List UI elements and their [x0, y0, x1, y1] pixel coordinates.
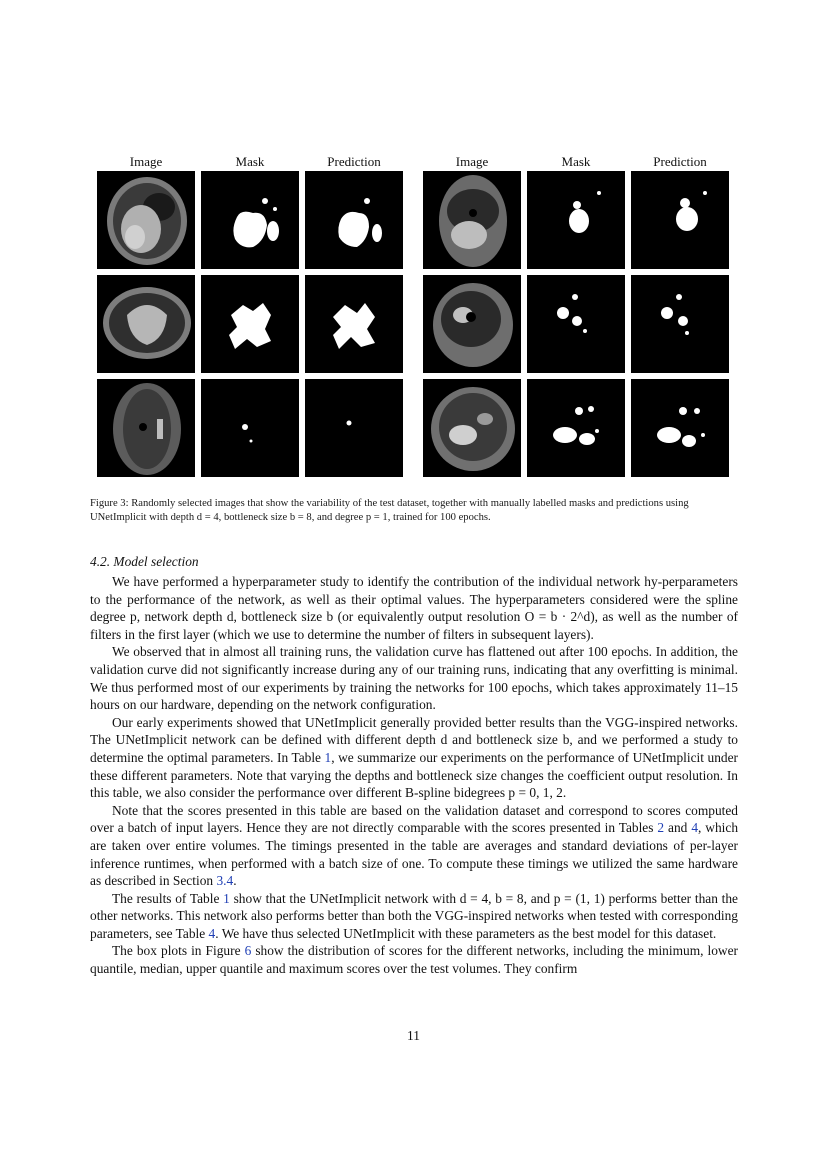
cross-reference-link[interactable]: 3.4 — [216, 873, 234, 889]
ct-image-r3-right — [423, 379, 521, 477]
mask-r1-right — [527, 171, 625, 269]
mask-r3-left — [201, 379, 299, 477]
col-header-mask-right: Mask — [561, 154, 591, 169]
mask-r1-left — [201, 171, 299, 269]
col-header-prediction-right: Prediction — [653, 154, 707, 169]
cross-reference-link[interactable]: 4 — [208, 925, 216, 941]
mask-r3-right — [527, 379, 625, 477]
section-title: 4.2. Model selection — [90, 554, 199, 569]
paragraph-text: and — [664, 820, 692, 836]
paragraph — [90, 643, 738, 713]
paragraph-text: . We have thus selected UNetImplicit with these parameters as the best model for this dataset. — [215, 925, 717, 941]
paragraph — [90, 802, 738, 890]
prediction-r3-right — [631, 379, 729, 477]
ct-image-r2-right — [423, 275, 521, 373]
paragraph-text: , we summarize our experiments on the performance of UNetImplicit under these different parameters. Note that varying the depths and bottleneck size changes the coefficient output resolution. In this table, we also consider the performance over different B-spline bidegrees p = 0, 1, 2. — [90, 749, 738, 801]
prediction-r2-right — [631, 275, 729, 373]
cross-reference-link[interactable]: 1 — [324, 749, 332, 765]
paragraph-text: We observed that in almost all training runs, the validation curve has flattened out after 100 epochs. In addition, the validation curve did not significantly increase during any of our training runs, indicating that any overfitting is minimal. We thus performed most of our experiments by training the networks for 100 epochs, which takes approximately 11–15 hours on our hardware, depending on the network configuration. — [90, 644, 738, 713]
paragraph-text: , which are taken over entire volumes. The timings presented in the table are averages and standard deviations of per-layer inference runtimes, when performed with a batch size of one. To compute these timings we utilized the same hardware as described in Section — [90, 820, 739, 889]
paragraph — [90, 573, 738, 643]
paragraph-text: . — [233, 873, 237, 889]
paragraph-text: show the distribution of scores for the different networks, including the minimum, lower quantile, median, upper quantile and maximum scores over the test volumes. They confirm — [90, 943, 738, 977]
prediction-r2-left — [305, 275, 403, 373]
paragraph-text: The box plots in Figure — [112, 943, 245, 959]
cross-reference-link[interactable]: 6 — [244, 943, 252, 959]
cross-reference-link[interactable]: 2 — [657, 820, 665, 836]
ct-image-r2-left — [97, 275, 195, 373]
prediction-r1-right — [631, 171, 729, 269]
figure-column-headers — [97, 154, 731, 170]
ct-image-r1-right — [423, 171, 521, 269]
mask-r2-left — [201, 275, 299, 373]
col-header-image-right: Image — [455, 154, 489, 169]
prediction-r1-left — [305, 171, 403, 269]
ct-image-r1-left — [97, 171, 195, 269]
mask-r2-right — [527, 275, 625, 373]
col-header-mask-left: Mask — [235, 154, 265, 169]
paragraph — [90, 714, 738, 802]
paragraph-text: show that the UNetImplicit network with d = 4, b = 8, and p = (1, 1) performs better than the other networks. This network also performs better than both the VGG-inspired networks when tested with corresponding parameters, see Table — [90, 890, 738, 941]
page-number: 11 — [407, 1028, 420, 1043]
body-text — [90, 573, 738, 978]
ct-image-r3-left — [97, 379, 195, 477]
paragraph-text: Our early experiments showed that UNetImplicit generally provided better results than the VGG-inspired networks. The UNetImplicit network can be defined with different depth d and bottleneck size b, and we performed a study to determine the optimal parameters. In Table — [90, 714, 738, 765]
cross-reference-link[interactable]: 4 — [691, 820, 699, 836]
col-header-prediction-left: Prediction — [327, 154, 381, 169]
cross-reference-link[interactable]: 1 — [223, 890, 230, 906]
prediction-r3-left — [305, 379, 403, 477]
figure-caption: Figure 3: Randomly selected images that show the variability of the test dataset, together with manually labelled masks and predictions using UNetImplicit with depth d = 4, bottleneck size b = 8, and degree p = 1, trained for 100 epochs. — [90, 498, 689, 523]
col-header-image-left: Image — [129, 154, 163, 169]
paragraph-text: Note that the scores presented in this table are based on the validation dataset and correspond to scores computed over a batch of input layers. Hence they are not directly comparable with the scores presented in Tables — [90, 802, 738, 836]
paragraph — [90, 942, 738, 977]
paragraph-text: We have performed a hyperparameter study to identify the contribution of the individual network hy-perparameters to the performance of the network, as well as their optimal values. The hyperparameters considered were the spline degree p, network depth d, bottleneck size b (or equivalently output resolution O = b · 2^d), as well as the number of filters in the first layer (which we use to determine the number of filters in subsequent layers). — [90, 574, 738, 642]
paragraph — [90, 890, 738, 943]
paragraph-text: The results of Table — [112, 890, 224, 906]
